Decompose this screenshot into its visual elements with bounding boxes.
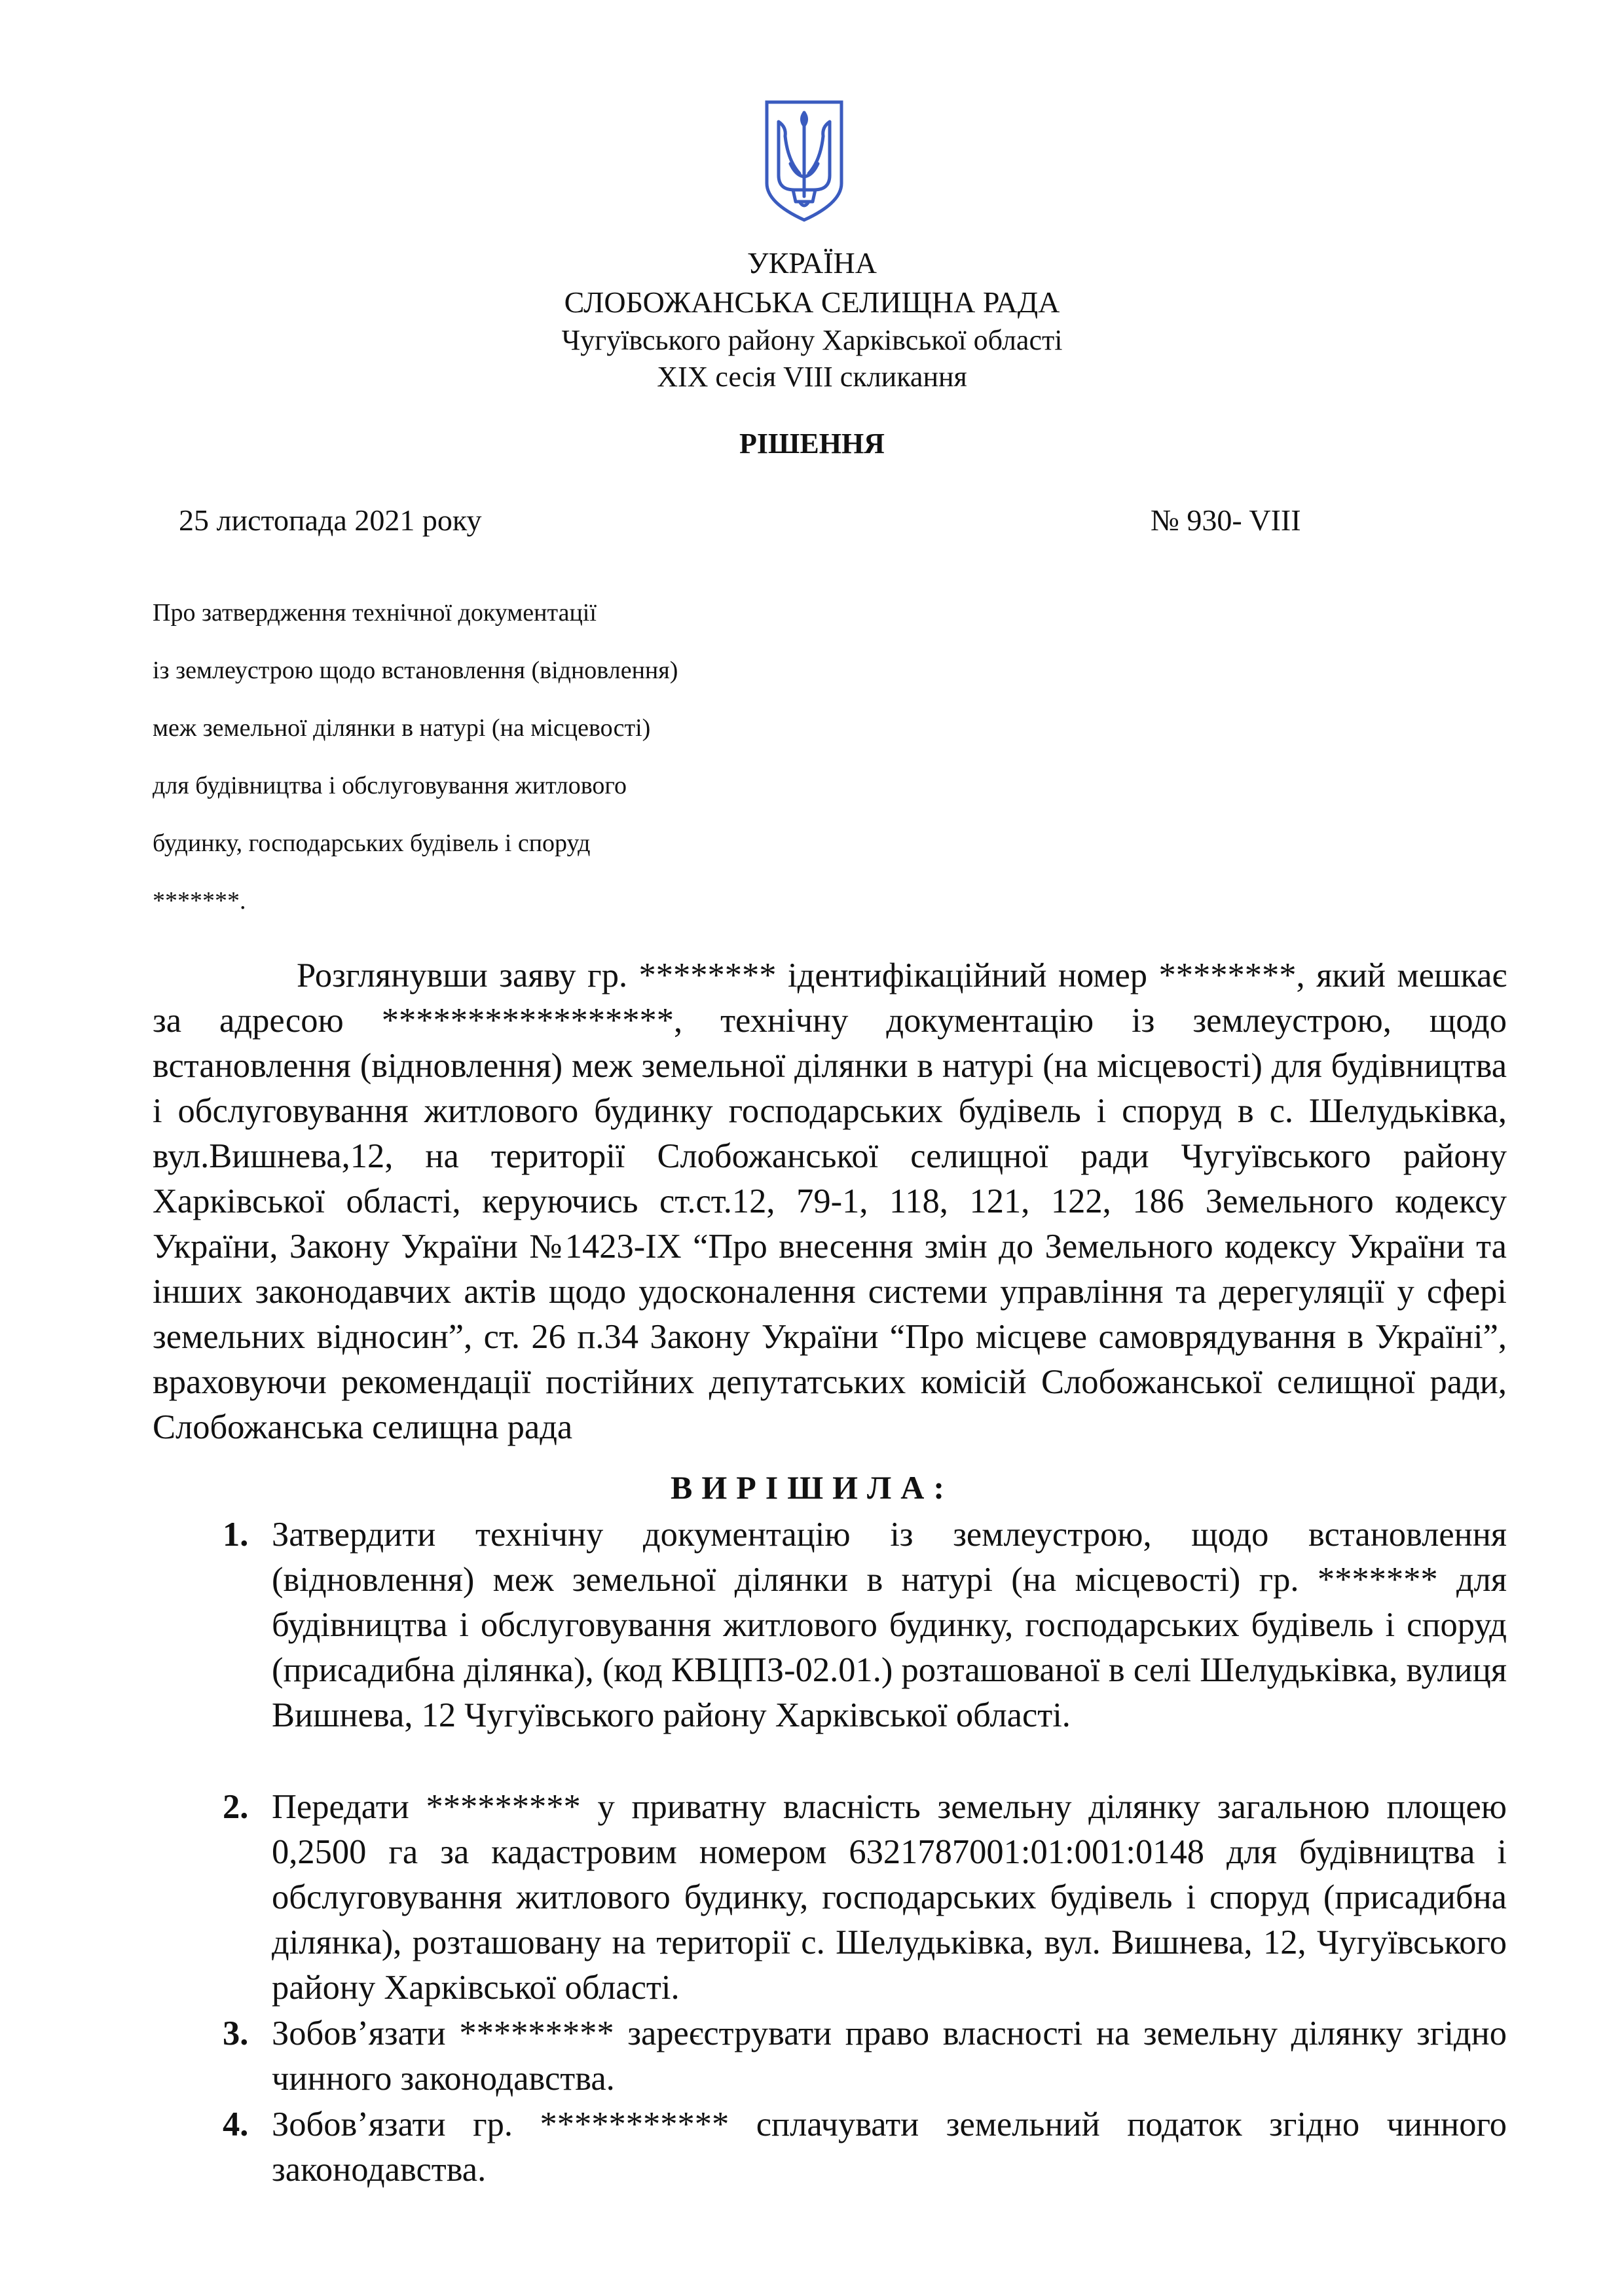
subject-line: меж земельної ділянки в натурі (на місцевості) bbox=[153, 714, 651, 742]
document-title: РІШЕННЯ bbox=[739, 428, 885, 460]
decision-item: Зобов’язати гр. *********** сплачувати земельний податок згідно чинного законодавства. bbox=[272, 2105, 1507, 2189]
decision-item: Зобов’язати ********* зареєструвати право власності на земельну ділянку згідно чинного законодавства. bbox=[272, 2014, 1507, 2098]
decision-heading: ВИРІШИЛА: bbox=[670, 1469, 954, 1506]
district-name: Чугуївського району Харківської області bbox=[561, 324, 1063, 356]
document-date: 25 листопада 2021 року bbox=[179, 503, 482, 537]
subject-line: *******. bbox=[153, 887, 246, 915]
session-info: XIX сесія VIII скликання bbox=[657, 361, 967, 393]
decision-item: Передати ********* у приватну власність земельну ділянку загальною площею 0,2500 га за кадастровим номером 6321787001:01:001:0148 для будівництва і обслуговування житлового будинку, господарських будівель і споруд (присадибна ділянка), розташовану на території с. Шелудьківка, вул. Вишнева, 12, Чугуївського району Харківської області. bbox=[272, 1788, 1507, 2007]
council-name: СЛОБОЖАНСЬКА СЕЛИЩНА РАДА bbox=[564, 285, 1060, 319]
decision-item: Затвердити технічну документацію із землеустрою, щодо встановлення (відновлення) меж земельної ділянки в натурі (на місцевості) гр. ******* для будівництва і обслуговування житлового будинку, господарських будівель і споруд (присадибна ділянка), (код КВЦПЗ-02.01.) розташованої в селі Шелудьківка, вулиця Вишнева, 12 Чугуївського району Харківської області. bbox=[272, 1516, 1507, 1734]
subject-line: будинку, господарських будівель і споруд bbox=[153, 829, 591, 857]
country-name: УКРАЇНА bbox=[747, 246, 877, 280]
subject-line: для будівництва і обслуговування житлового bbox=[153, 772, 627, 799]
list-number: 4. bbox=[223, 2105, 249, 2143]
subject-line: із землеустрою щодо встановлення (відновлення) bbox=[153, 657, 678, 684]
list-number: 3. bbox=[223, 2014, 249, 2052]
document-number: № 930- VIII bbox=[1151, 503, 1301, 537]
preamble-paragraph: Розглянувши заяву гр. ******** ідентифікаційний номер ********, який мешкає за адресою *****************, технічну документацію із землеустрою, щодо встановлення (відновлення) меж земельної ділянки в натурі (на місцевості) для будівництва і обслуговування житлового будинку господарських будівель і споруд в с. Шелудьківка, вул.Вишнева,12, на території Слобожанської селищної ради Чугуївського району Харківської області, керуючись ст.ст.12, 79-1, 118, 121, 122, 186 Земельного кодексу України, Закону України №1423-IX “Про внесення змін до Земельного кодексу України та інших законодавчих актів щодо удосконалення системи управління та дерегуляції у сфері земельних відносин”, ст. 26 п.34 Закону України “Про місцеве самоврядування в Україні”, враховуючи рекомендації постійних депутатських комісій Слобожанської селищної ради, Слобожанська селищна рада bbox=[153, 957, 1507, 1446]
subject-line: Про затвердження технічної документації bbox=[153, 599, 597, 627]
trident-emblem-icon bbox=[762, 98, 847, 223]
list-number: 2. bbox=[223, 1788, 249, 1826]
list-number: 1. bbox=[223, 1516, 249, 1554]
